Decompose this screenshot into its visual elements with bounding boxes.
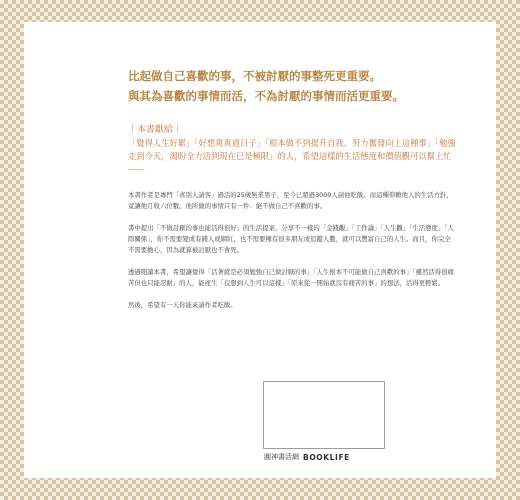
paragraph-4: 然後，希望有一天你能來請作者吃飯。 (128, 301, 237, 309)
headline-line-1: 比起做自己喜歡的事，不被討厭的事整死更重要。 (128, 69, 381, 83)
blurb-body: 「覺得人生好累」「好想爽爽過日子」「根本做不到提升自我、努力奮發向上這種事」「勉強走到今天，渴盼全力活到現在已是極限」的人，希望這樣的生活態度和價值觀可以幫上忙—— (128, 138, 456, 174)
publisher-logo: BOOKLIFE (303, 452, 350, 462)
publisher-credit (264, 452, 384, 462)
publisher-name: 圓神書活網 (264, 453, 299, 461)
paragraph-2: 書中提出「不做討厭的事也能活得很好」的生活提案，分享不一樣的「金錢觀」「工作論」「人生觀」「生活態度」「人際關係」，你不需要變成有錢人或網紅，也不需要擁有很多朋友或追蹤人數，就可以豐富自己的人生。而且，你完全不需要擔心，因為就算被討厭也不會死。 (128, 224, 454, 254)
blurb-title: ｜本書獻給｜ (128, 125, 183, 135)
headline-line-2: 與其為喜歡的事情而活，不為討厭的事情而活更重要。 (128, 89, 404, 103)
paragraph-1: 本書作者是專門「喜別人請客」過活的25歲無業男子，至今已超過3000人請他吃飯。而這種仰賴他人的生活方針，竟讓他月收六位數。他所做的事情只有一件：絕不做自己不喜歡的事。 (128, 191, 453, 210)
barcode-box (263, 381, 385, 449)
book-back-cover (24, 22, 496, 478)
headline (128, 66, 456, 106)
paragraph-3: 透過閱讀本書，希望讓覺得「活著就是必須勉強自己做討厭的事」「人生根本不可能做自己喜歡的事」「雖然活得很痛苦但也只能忍耐」的人，能產生「沒想到人生可以這樣」「原來從一開始就沒有痛苦的事」的想法，活得更輕鬆。 (128, 268, 454, 287)
